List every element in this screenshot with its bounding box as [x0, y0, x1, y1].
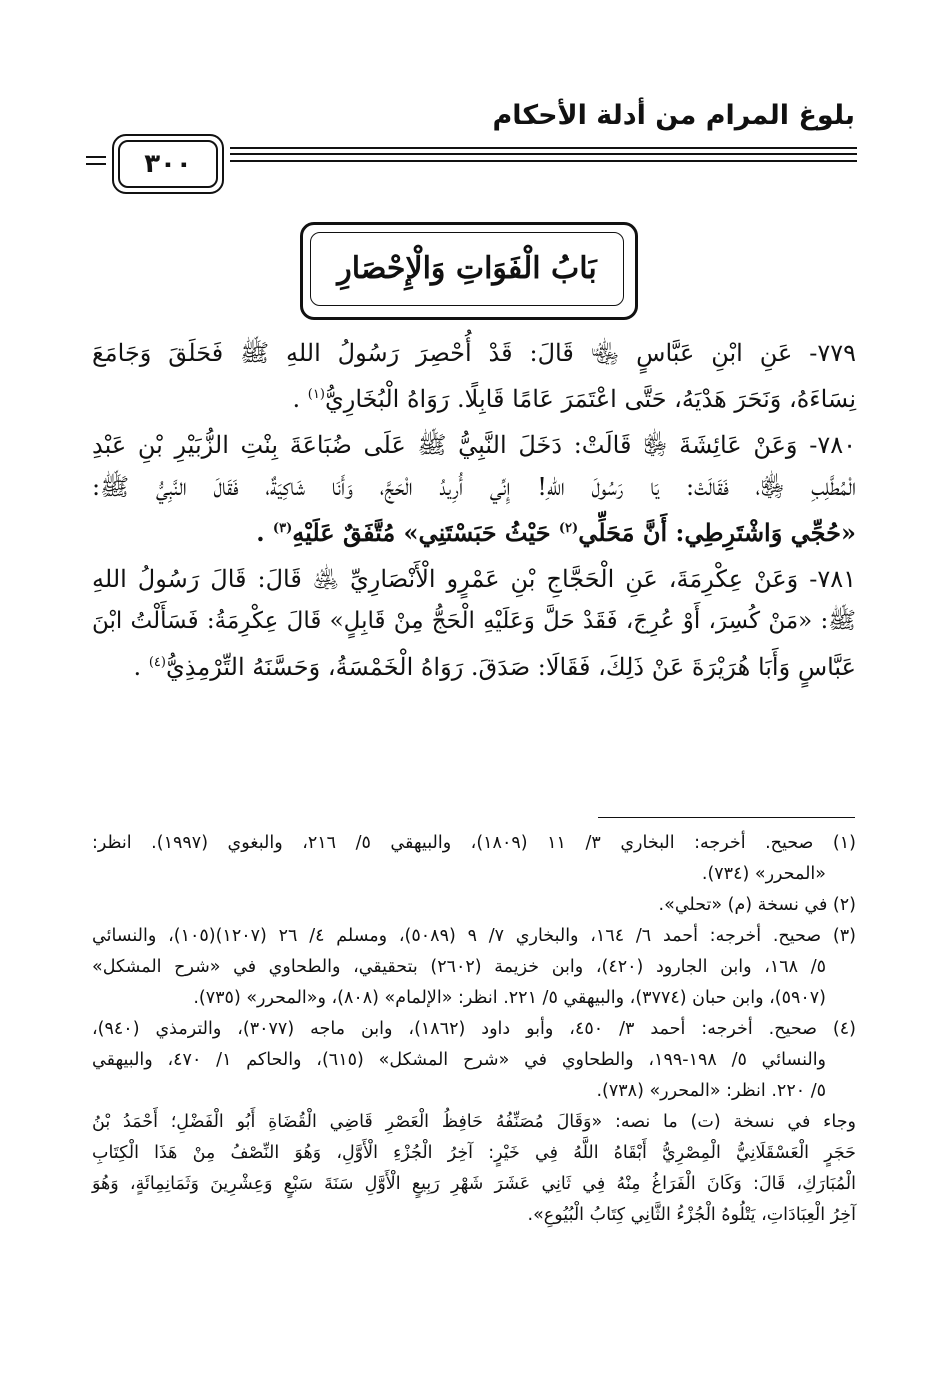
header-rule-left-a	[86, 156, 106, 158]
footnote-3-line-1: (٣) صحيح. أخرجه: أحمد ٦/ ١٦٤، والبخاري ٧/ ٩ (٥٠٨٩)، ومسلم ٤/ ٢٦ (١٢٠٧)(١٠٥)، والنسائي	[92, 926, 856, 946]
line-text: عَبَّاسٍ وَأَبَا هُرَيْرَةَ عَنْ ذَلِكَ، فَقَالَا: صَدَقَ. رَوَاهُ الْخَمْسَةُ، وَحَسَّنَهُ التِّرْمِذِيُّ	[165, 653, 856, 681]
hadith-780-line-1: ٧٨٠- وَعَنْ عَائِشَةَ ﵂ قَالَتْ: دَخَلَ النَّبِيُّ ﷺ عَلَى ضُبَاعَةَ بِنْتِ الزُّبَيْرِ بْنِ عَبْدِ	[92, 431, 856, 459]
colophon-line-4: آخِرُ الْعِبَادَاتِ، يَتْلُوهُ الْجُزْءُ الثَّانِي كِتَابُ الْبُيُوعِ».	[527, 1205, 856, 1225]
hadith-779-line-1: ٧٧٩- عَنِ ابْنِ عَبَّاسٍ ﵄ قَالَ: قَدْ أُحْصِرَ رَسُولُ اللهِ ﷺ فَحَلَقَ وَجَامَعَ	[92, 339, 856, 367]
hadith-781-line-1: ٧٨١- وَعَنْ عِكْرِمَةَ، عَنِ الْحَجَّاجِ بْنِ عَمْرٍو الْأَنْصَارِيِّ ﵁ قَالَ: قَالَ رَسُولُ اللهِ	[92, 565, 856, 593]
main-text	[92, 332, 856, 684]
line-end: .	[133, 653, 149, 681]
page-number: ٣٠٠	[118, 140, 218, 188]
footnote-4-line-2: والنسائي ٥/ ١٩٨-١٩٩، والطحاوي في «شرح المشكل» (٦١٥)، والحاكم ١/ ٤٧٠، والبيهقي	[92, 1050, 827, 1070]
hadith-781-line-2: ﷺ: «مَنْ كُسِرَ، أَوْ عُرِجَ، فَقَدْ حَلَّ وَعَلَيْهِ الْحَجُّ مِنْ قَابِلٍ» قَالَ عِكْرِمَةُ: فَسَأَلْتُ ابْنَ	[92, 608, 856, 634]
footnote-2: (٢) في نسخة (م) «تحلي».	[658, 895, 856, 915]
footnote-3-line-2: ٥/ ١٦٨، وابن الجارود (٤٢٠)، وابن خزيمة (٢٦٠٢) بتحقيقي، والطحاوي في «شرح المشكل»	[92, 957, 826, 977]
header-rule-left-b	[86, 163, 106, 165]
hadith-781-line-3	[92, 642, 856, 684]
footnote-ref[interactable]: (١)	[307, 387, 325, 402]
footnote-separator	[598, 817, 855, 818]
footnote-1-line-2: «المحرر» (٧٣٤).	[701, 864, 826, 884]
chapter-title: بَابُ الْفَوَاتِ وَالْإِحْصَارِ	[310, 232, 624, 306]
footnote-4-line-1: (٤) صحيح. أخرجه: أحمد ٣/ ٤٥٠، وأبو داود (١٨٦٢)، وابن ماجه (٣٠٧٧)، والترمذي (٩٤٠)،	[92, 1019, 856, 1039]
line-text: نِسَاءَهُ، وَنَحَرَ هَدْيَهُ، حَتَّى اعْتَمَرَ عَامًا قَابِلًا. رَوَاهُ الْبُخَارِيُّ	[324, 385, 856, 413]
header-rule-top	[230, 147, 857, 149]
hadith-780-line-2: الْمُطَّلِبِ ﵂، فَقَالَتْ: يَا رَسُولَ اللهِ! إِنِّي أُرِيدُ الْحَجَّ، وَأَنَا شَاكِيَةٌ، فَقَالَ النَّبِيُّ ﷺ:	[92, 473, 856, 501]
colophon-line-1: وجاء في نسخة (ت) ما نصه: «وَقَالَ مُصَنِّفُهُ حَافِظُ الْعَصْرِ قَاضِي الْقُضَاةِ أَبُو الْفَضْلِ؛ أَحْمَدُ بْنُ	[92, 1112, 856, 1132]
header-rule-mid	[230, 153, 857, 155]
hadith-780-line-3	[92, 508, 856, 550]
hadith-779-line-2	[92, 374, 856, 416]
footnotes	[92, 828, 856, 1231]
footnote-1-line-1: (١) صحيح. أخرجه: البخاري ٣/ ١١ (١٨٠٩)، والبيهقي ٥/ ٢١٦، والبغوي (١٩٩٧). انظر:	[92, 833, 856, 853]
footnote-ref[interactable]: (٣)	[272, 521, 293, 536]
line-text: «حُجِّي وَاشْتَرِطِي: أَنَّ مَحَلِّي	[578, 518, 856, 547]
footnote-ref[interactable]: (٢)	[558, 521, 579, 536]
colophon-line-3: الْمُبَارَكِ، قَالَ: وَكَانَ الْفَرَاغُ مِنْهُ فِي ثَانِي عَشَرَ شَهْرِ رَبِيعٍ الْأَوَّلِ سَنَةَ سَبْعٍ وَعِشْرِينَ وَثَمَانِمِائَةٍ، وَهُوَ	[92, 1174, 856, 1194]
colophon-line-2: حَجَرٍ الْعَسْقَلَانِيُّ الْمِصْرِيُّ أَبْقَاهُ اللَّهُ فِي خَيْرٍ: آخِرُ الْجُزْءِ الْأَوَّلِ، وَهُوَ النِّصْفُ مِنْ هَذَا الْكِتَابِ	[92, 1143, 856, 1163]
line-text: حَيْثُ حَبَسْتَنِي» مُتَّفَقٌ عَلَيْهِ	[292, 518, 559, 547]
footnote-ref[interactable]: (٤)	[148, 655, 166, 670]
header-rule-bottom	[230, 160, 857, 162]
line-end: .	[292, 385, 308, 413]
line-end: .	[256, 518, 273, 547]
footnote-4-line-3: ٥/ ٢٢٠. انظر: «المحرر» (٧٣٨).	[596, 1081, 826, 1101]
running-head-title: بلوغ المرام من أدلة الأحكام	[492, 100, 855, 131]
footnote-3-line-3: (٥٩٠٧)، وابن حبان (٣٧٧٤)، والبيهقي ٥/ ٢٢١. انظر: «الإلمام» (٨٠٨)، و«المحرر» (٧٣٥).	[193, 988, 826, 1008]
